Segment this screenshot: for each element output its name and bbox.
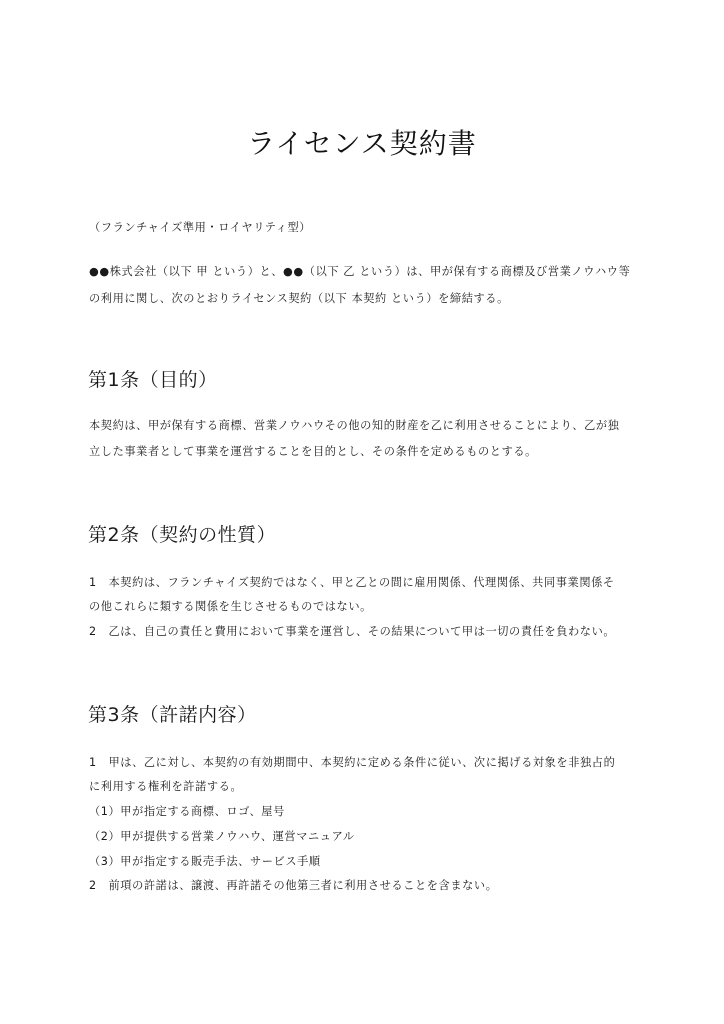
article-3-heading: 第3条（許諾内容） — [88, 704, 257, 726]
preamble-line-1: ●●株式会社（以下 甲 という）と、●●（以下 乙 という）は、甲が保有する商標及び営業ノウハウ等 — [89, 265, 631, 278]
document-subtitle: （フランチャイズ準用・ロイヤリティ型） — [89, 221, 312, 234]
preamble-line-2: の利用に関し、次のとおりライセンス契約（以下 本契約 という）を締結する。 — [89, 292, 509, 305]
article-1-line-1: 本契約は、甲が保有する商標、営業ノウハウその他の知的財産を乙に利用させることにより、乙が独 — [89, 419, 620, 432]
article-3-line-1: 1 甲は、乙に対し、本契約の有効期間中、本契約に定める条件に従い、次に掲げる対象を非独占的 — [89, 756, 616, 769]
article-2-line-2: の他これらに類する関係を生じさせるものではない。 — [89, 600, 372, 613]
article-2-line-3: 2 乙は、自己の責任と費用において事業を運営し、その結果について甲は一切の責任を負わない。 — [89, 625, 616, 638]
article-3-line-2: に利用する権利を許諾する。 — [89, 780, 243, 793]
article-1-line-2: 立した事業者として事業を運営することを目的とし、その条件を定めるものとする。 — [89, 445, 537, 458]
article-3-line-3: 2 前項の許諾は、譲渡、再許諾その他第三者に利用させることを含まない。 — [89, 879, 498, 892]
article-2-line-1: 1 本契約は、フランチャイズ契約ではなく、甲と乙との間に雇用関係、代理関係、共同事業関係そ — [89, 576, 615, 589]
article-3-item-1: （1）甲が指定する商標、ロゴ、屋号 — [89, 805, 285, 818]
document-title: ライセンス契約書 — [247, 127, 477, 160]
article-2-heading: 第2条（契約の性質） — [88, 524, 277, 546]
article-3-item-2: （2）甲が提供する営業ノウハウ、運営マニュアル — [89, 830, 355, 843]
article-1-heading: 第1条（目的） — [88, 369, 218, 391]
article-3-item-3: （3）甲が指定する販売手法、サービス手順 — [89, 855, 321, 868]
